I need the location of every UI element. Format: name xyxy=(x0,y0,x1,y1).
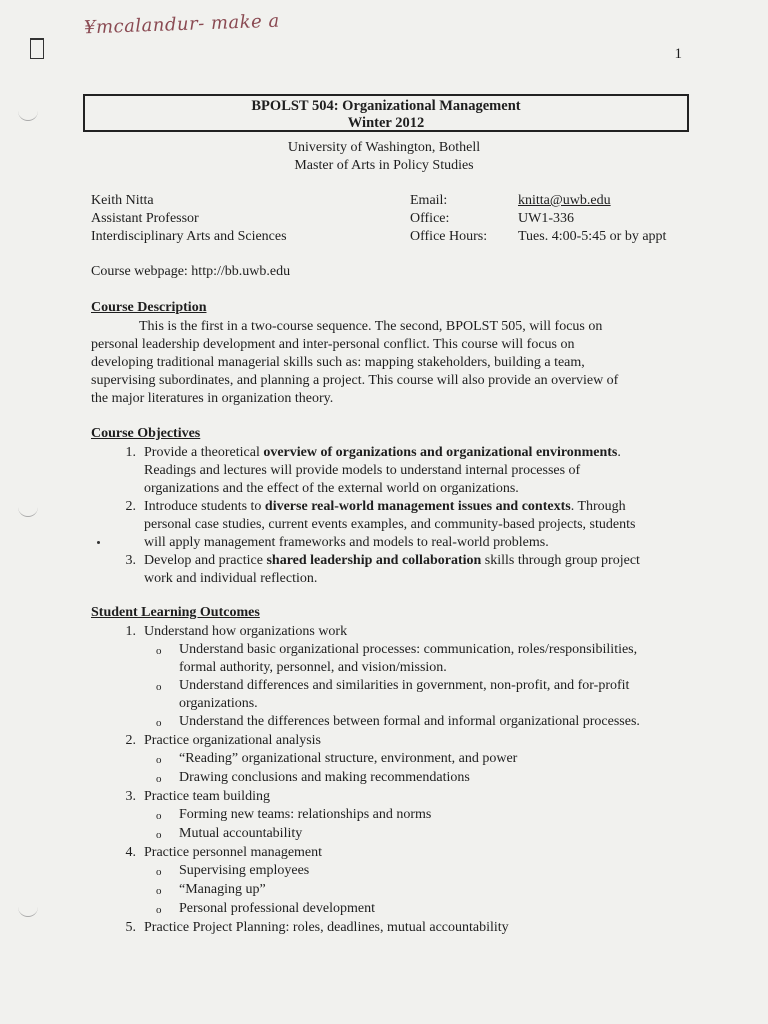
objective-continuation: personal case studies, current events examples, and community-based projects, students xyxy=(144,517,636,532)
course-term: Winter 2012 xyxy=(347,115,425,131)
outcome-number: 3. xyxy=(125,789,136,804)
subitem-text: Drawing conclusions and making recommendations xyxy=(179,770,470,785)
instructor-title: Assistant Professor xyxy=(91,211,199,226)
subitem-text: Understand the differences between formal and informal organizational processes. xyxy=(179,714,640,729)
outcome-subitem xyxy=(91,713,671,732)
outcome-subitem xyxy=(91,881,671,900)
office-row xyxy=(410,210,666,228)
corner-mark xyxy=(30,38,44,59)
outcomes-list xyxy=(91,623,671,937)
description-line: This is the first in a two-course sequence. The second, BPOLST 505, will focus on xyxy=(139,319,603,334)
instructor-department: Interdisciplinary Arts and Sciences xyxy=(91,229,287,244)
contact-block xyxy=(410,192,666,246)
objective-continuation: organizations and the effect of the external world on organizations. xyxy=(144,481,519,496)
subitem-text: Mutual accountability xyxy=(179,826,303,841)
objective-number: 1. xyxy=(125,445,136,460)
outcome-subitem xyxy=(91,825,671,844)
scan-mark xyxy=(18,108,38,121)
office-hours-label: Office Hours: xyxy=(410,229,488,244)
email-link[interactable]: knitta@uwb.edu xyxy=(518,193,611,208)
subitem-text: Personal professional development xyxy=(179,901,375,916)
email-row xyxy=(410,192,666,210)
bullet-icon: o xyxy=(156,829,162,841)
handwritten-note: ¥mcalandur- make a xyxy=(83,10,281,39)
scan-mark xyxy=(18,904,38,917)
subitem-text: Understand differences and similarities in government, non-profit, and for-profit xyxy=(179,678,630,693)
description-line: the major literatures in organization theory. xyxy=(91,391,334,406)
objective-emphasis: diverse real-world management issues and contexts xyxy=(264,499,571,514)
subitem-text: Forming new teams: relationships and norms xyxy=(179,807,432,822)
objective-emphasis: shared leadership and collaboration xyxy=(266,553,482,568)
email-label: Email: xyxy=(410,193,448,208)
subitem-text: “Reading” organizational structure, environment, and power xyxy=(179,751,518,766)
objective-text: . xyxy=(617,445,621,460)
outcome-subitem xyxy=(91,900,671,919)
objective-text: Introduce students to xyxy=(144,499,265,514)
outcome-text: Practice organizational analysis xyxy=(144,733,322,748)
outcome-item xyxy=(91,788,671,806)
objective-text: . Through xyxy=(570,499,626,514)
scan-dot xyxy=(97,541,100,544)
outcome-subitem xyxy=(91,677,671,713)
outcome-number: 2. xyxy=(125,733,136,748)
instructor-block xyxy=(91,192,287,246)
outcome-item xyxy=(91,732,671,750)
subitem-text: Supervising employees xyxy=(179,863,310,878)
objective-item xyxy=(91,444,671,498)
objective-text: Develop and practice xyxy=(144,553,267,568)
institution-block xyxy=(0,139,768,175)
objective-continuation: will apply management frameworks and models to real-world problems. xyxy=(144,535,549,550)
description-line: developing traditional managerial skills such as: mapping stakeholders, building a team, xyxy=(91,355,585,370)
instructor-name: Keith Nitta xyxy=(91,193,154,208)
subitem-text: Understand basic organizational processes: communication, roles/responsibilities, xyxy=(179,642,638,657)
bullet-icon: o xyxy=(156,885,162,897)
bullet-icon: o xyxy=(156,645,162,657)
course-objectives-heading: Course Objectives xyxy=(91,426,201,441)
outcome-subitem xyxy=(91,769,671,788)
course-description-text xyxy=(91,318,651,408)
outcome-item xyxy=(91,844,671,862)
objective-number: 3. xyxy=(125,553,136,568)
bullet-icon: o xyxy=(156,681,162,693)
objective-text: skills through group project xyxy=(481,553,640,568)
page-number: 1 xyxy=(674,46,682,62)
course-description-heading: Course Description xyxy=(91,300,207,315)
objective-text: Provide a theoretical xyxy=(144,445,264,460)
outcome-number: 5. xyxy=(125,920,136,935)
program-name: Master of Arts in Policy Studies xyxy=(294,158,474,173)
outcome-item xyxy=(91,623,671,641)
outcome-subitem xyxy=(91,806,671,825)
subitem-text: formal authority, personnel, and vision/mission. xyxy=(179,660,447,675)
outcome-subitem xyxy=(91,862,671,881)
outcome-number: 1. xyxy=(125,624,136,639)
description-line: personal leadership development and inter-personal conflict. This course will focus on xyxy=(91,337,575,352)
outcome-text: Practice personnel management xyxy=(144,845,323,860)
subitem-text: organizations. xyxy=(179,696,258,711)
bullet-icon: o xyxy=(156,717,162,729)
office-value: UW1-336 xyxy=(518,211,574,226)
bullet-icon: o xyxy=(156,754,162,766)
learning-outcomes-heading: Student Learning Outcomes xyxy=(91,605,260,620)
office-label: Office: xyxy=(410,211,450,226)
subitem-text: “Managing up” xyxy=(179,882,266,897)
course-title-box xyxy=(83,94,689,132)
outcome-number: 4. xyxy=(125,845,136,860)
bullet-icon: o xyxy=(156,810,162,822)
objectives-list xyxy=(91,444,671,588)
objective-continuation: Readings and lectures will provide models to understand internal processes of xyxy=(144,463,581,478)
outcome-text: Practice Project Planning: roles, deadlines, mutual accountability xyxy=(144,920,509,935)
office-hours-row xyxy=(410,228,666,246)
objective-emphasis: overview of organizations and organizational environments xyxy=(263,445,618,460)
objective-number: 2. xyxy=(125,499,136,514)
outcome-subitem xyxy=(91,641,671,677)
bullet-icon: o xyxy=(156,866,162,878)
objective-continuation: work and individual reflection. xyxy=(144,571,318,586)
objective-item xyxy=(91,552,671,588)
objective-item xyxy=(91,498,671,552)
outcome-text: Understand how organizations work xyxy=(144,624,348,639)
course-webpage: Course webpage: http://bb.uwb.edu xyxy=(91,264,291,279)
bullet-icon: o xyxy=(156,773,162,785)
outcome-item xyxy=(91,919,671,937)
office-hours-value: Tues. 4:00-5:45 or by appt xyxy=(518,229,667,244)
description-line: supervising subordinates, and planning a project. This course will also provide an overview of xyxy=(91,373,619,388)
outcome-subitem xyxy=(91,750,671,769)
course-title: BPOLST 504: Organizational Management xyxy=(251,98,521,114)
bullet-icon: o xyxy=(156,904,162,916)
outcome-text: Practice team building xyxy=(144,789,270,804)
university-name: University of Washington, Bothell xyxy=(287,140,481,155)
scan-mark xyxy=(18,504,38,517)
